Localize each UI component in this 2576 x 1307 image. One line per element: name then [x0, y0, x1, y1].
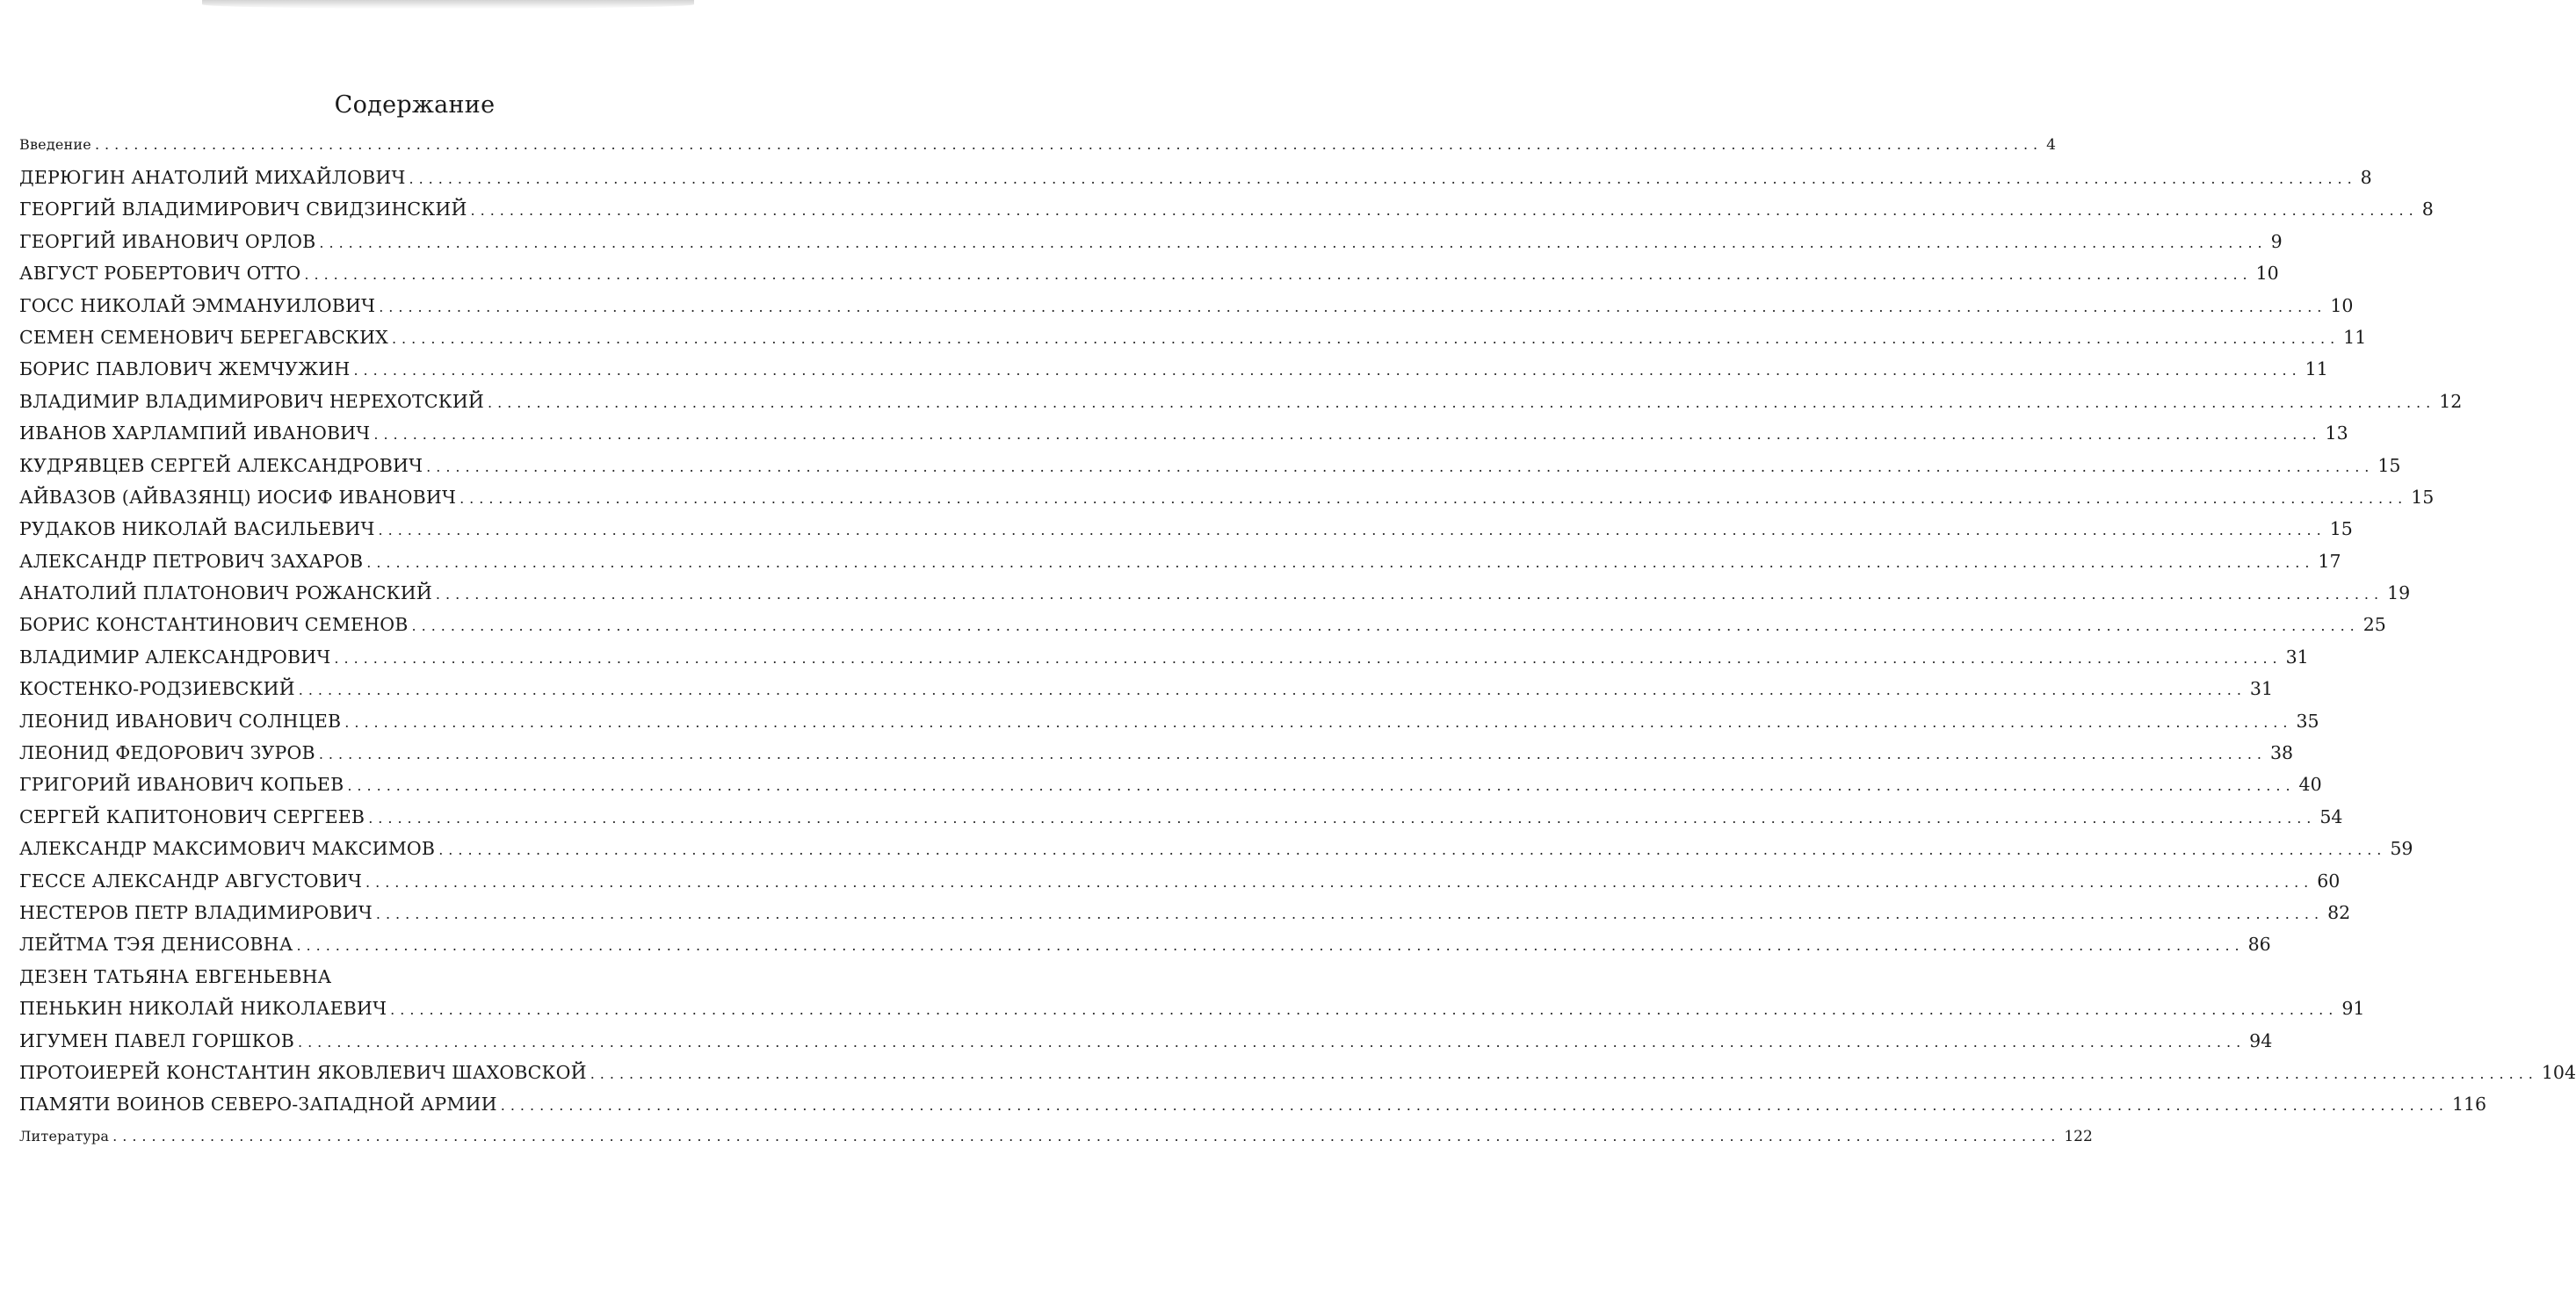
toc-entry — [19, 290, 2354, 321]
toc-entry-title: ВЛАДИМИР АЛЕКСАНДРОВИЧ — [19, 646, 331, 668]
toc-entry — [19, 353, 2328, 385]
toc-entry-page-number: 8 — [2421, 199, 2434, 220]
toc-entry — [19, 450, 2401, 481]
page-title: Содержание — [334, 91, 496, 119]
toc-entry — [19, 513, 2353, 545]
toc-entry — [19, 865, 2341, 897]
toc-dot-leader: ........................................................................................................................................................................................................ — [347, 777, 2296, 795]
toc-dot-leader: ........................................................................................................................................................................................................ — [375, 905, 2325, 922]
toc-entry — [19, 545, 2341, 577]
toc-dot-leader: ........................................................................................................................................................................................................ — [368, 809, 2317, 827]
toc-entry-page-number: 82 — [2327, 901, 2351, 923]
toc-entry — [19, 641, 2309, 673]
toc-entry-title: ГОСС НИКОЛАЙ ЭММАНУИЛОВИЧ — [19, 294, 376, 316]
toc-entry — [19, 897, 2351, 928]
toc-entry-title: ЛЕОНИД ФЕДОРОВИЧ ЗУРОВ — [19, 742, 315, 764]
toc-dot-leader: ........................................................................................................................................................................................................ — [344, 713, 2293, 731]
toc-dot-leader: ........................................................................................................................................................................................................ — [391, 329, 2341, 347]
toc-entry-page-number: 25 — [2363, 614, 2386, 636]
toc-entry — [19, 769, 2322, 800]
toc-dot-leader: ........................................................................................................................................................................................................ — [334, 649, 2283, 667]
toc-entry-title: АЛЕКСАНДР МАКСИМОВИЧ МАКСИМОВ — [19, 838, 436, 860]
toc-entry — [19, 226, 2283, 257]
toc-entry — [19, 321, 2367, 353]
toc-entry — [19, 737, 2294, 769]
toc-dot-leader: ........................................................................................................................................................................................................ — [379, 298, 2327, 315]
toc-entry-page-number: 10 — [2330, 294, 2354, 316]
toc-entry-page-number: 10 — [2255, 263, 2279, 285]
toc-entry-title: СЕРГЕЙ КАПИТОНОВИЧ СЕРГЕЕВ — [19, 805, 365, 827]
toc-entry — [19, 833, 2413, 864]
toc-entry-page-number: 59 — [2390, 838, 2413, 860]
toc-entry — [19, 577, 2411, 609]
toc-entry — [19, 481, 2435, 513]
toc-entry-title: БОРИС КОНСТАНТИНОВИЧ СЕМЕНОВ — [19, 614, 409, 636]
toc-dot-leader: ........................................................................................................................................................................................................ — [590, 1065, 2538, 1082]
toc-dot-leader: ........................................................................................................................................................................................................ — [304, 266, 2253, 284]
toc-entry-page-number: 4 — [2046, 136, 2056, 154]
toc-entry — [19, 993, 2365, 1024]
toc-entry-title: Введение — [19, 136, 91, 153]
toc-entry — [19, 162, 2372, 193]
toc-dot-leader: ........................................................................................................................................................................................................ — [373, 426, 2322, 444]
toc-entry-page-number: 9 — [2270, 230, 2283, 252]
toc-dot-leader: ........................................................................................................................................................................................................ — [488, 394, 2436, 411]
toc-entry-page-number: 40 — [2298, 774, 2322, 796]
toc-entry-page-number: 15 — [2411, 486, 2435, 508]
toc-entry-title: ГРИГОРИЙ ИВАНОВИЧ КОПЬЕВ — [19, 774, 344, 796]
toc-entry-title: ГЕССЕ АЛЕКСАНДР АВГУСТОВИЧ — [19, 870, 363, 892]
table-of-contents — [19, 128, 2576, 1152]
toc-entry-title: ПРОТОИЕРЕЙ КОНСТАНТИН ЯКОВЛЕВИЧ ШАХОВСКОЙ — [19, 1061, 587, 1083]
toc-entry — [19, 705, 2319, 737]
toc-dot-leader: ........................................................................................................................................................................................................ — [435, 586, 2384, 603]
toc-dot-leader: ........................................................................................................................................................................................................ — [438, 841, 2387, 859]
toc-dot-leader: ........................................................................................................................................................................................................ — [426, 458, 2375, 475]
toc-entry-title: АВГУСТ РОБЕРТОВИЧ ОТТО — [19, 263, 301, 285]
toc-dot-leader: ........................................................................................................................................................................................................ — [365, 873, 2314, 891]
toc-entry-title: ЛЕЙТМА ТЭЯ ДЕНИСОВНА — [19, 934, 293, 956]
toc-dot-leader: ........................................................................................................................................................................................................ — [390, 1001, 2339, 1019]
toc-dot-leader: ........................................................................................................................................................................................................ — [459, 489, 2408, 507]
toc-entry — [19, 417, 2348, 449]
toc-entry-title: БОРИС ПАВЛОВИЧ ЖЕМЧУЖИН — [19, 358, 351, 380]
toc-dot-leader: ........................................................................................................................................................................................................ — [94, 136, 2044, 153]
toc-entry — [19, 609, 2386, 640]
toc-entry-title: ВЛАДИМИР ВЛАДИМИРОВИЧ НЕРЕХОТСКИЙ — [19, 390, 485, 412]
toc-entry — [19, 961, 777, 993]
toc-entry-page-number: 104 — [2541, 1061, 2576, 1083]
toc-dot-leader: ........................................................................................................................................................................................................ — [409, 170, 2357, 187]
toc-entry-title: ДЕРЮГИН АНАТОЛИЙ МИХАЙЛОВИЧ — [19, 167, 406, 188]
toc-entry-page-number: 11 — [2343, 326, 2367, 348]
toc-entry-title: АНАТОЛИЙ ПЛАТОНОВИЧ РОЖАНСКИЙ — [19, 582, 432, 604]
toc-entry — [19, 386, 2463, 417]
toc-entry-title: ГЕОРГИЙ ВЛАДИМИРОВИЧ СВИДЗИНСКИЙ — [19, 199, 467, 220]
toc-entry-page-number: 31 — [2285, 646, 2309, 668]
toc-entry-title: КУДРЯВЦЕВ СЕРГЕЙ АЛЕКСАНДРОВИЧ — [19, 454, 423, 476]
toc-entry — [19, 193, 2434, 225]
toc-entry-page-number: 122 — [2064, 1127, 2093, 1145]
toc-entry — [19, 1025, 2273, 1057]
toc-entry — [19, 673, 2274, 704]
toc-dot-leader: ........................................................................................................................................................................................................ — [318, 746, 2268, 763]
toc-entry-title: ЛЕОНИД ИВАНОВИЧ СОЛНЦЕВ — [19, 710, 342, 732]
toc-entry-title: ИГУМЕН ПАВЕЛ ГОРШКОВ — [19, 1029, 294, 1051]
toc-entry-page-number: 60 — [2317, 870, 2341, 892]
toc-entry-page-number: 86 — [2247, 934, 2271, 956]
toc-entry-page-number: 91 — [2341, 998, 2365, 1020]
toc-entry-page-number: 94 — [2249, 1029, 2273, 1051]
toc-entry — [19, 1088, 2487, 1120]
toc-dot-leader: ........................................................................................................................................................................................................ — [500, 1097, 2449, 1115]
toc-entry-title: НЕСТЕРОВ ПЕТР ВЛАДИМИРОВИЧ — [19, 901, 373, 923]
toc-entry-page-number: 15 — [2377, 454, 2401, 476]
toc-entry-title: ГЕОРГИЙ ИВАНОВИЧ ОРЛОВ — [19, 230, 316, 252]
toc-entry-title: АЙВАЗОВ (АЙВАЗЯНЦ) ИОСИФ ИВАНОВИЧ — [19, 486, 457, 508]
toc-entry-page-number: 12 — [2439, 390, 2463, 412]
toc-entry-title: АЛЕКСАНДР ПЕТРОВИЧ ЗАХАРОВ — [19, 550, 364, 572]
toc-dot-leader: ........................................................................................................................................................................................................ — [411, 617, 2360, 635]
toc-entry — [19, 257, 2279, 289]
toc-entry-title: КОСТЕНКО-РОДЗИЕВСКИЙ — [19, 678, 295, 700]
toc-entry — [19, 1057, 2576, 1088]
toc-dot-leader: ........................................................................................................................................................................................................ — [297, 1033, 2247, 1051]
toc-entry-page-number: 31 — [2249, 678, 2274, 700]
toc-entry-title: ИВАНОВ ХАРЛАМПИЙ ИВАНОВИЧ — [19, 422, 371, 444]
toc-entry-title: ДЕЗЕН ТАТЬЯНА ЕВГЕНЬЕВНА — [19, 965, 332, 987]
toc-entry-title: СЕМЕН СЕМЕНОВИЧ БЕРЕГАВСКИХ — [19, 326, 388, 348]
toc-entry-page-number: 13 — [2325, 422, 2348, 444]
toc-entry-page-number: 38 — [2270, 742, 2294, 764]
toc-dot-leader: ........................................................................................................................................................................................................ — [319, 234, 2268, 251]
toc-entry-page-number: 35 — [2296, 710, 2319, 732]
toc-entry-title: Литература — [19, 1127, 110, 1145]
toc-entry-page-number: 11 — [2305, 358, 2328, 380]
toc-entry-page-number: 54 — [2319, 805, 2343, 827]
toc-dot-leader: ........................................................................................................................................................................................................ — [112, 1127, 2061, 1145]
toc-dot-leader: ........................................................................................................................................................................................................ — [378, 522, 2326, 539]
page-top-shadow — [202, 0, 694, 9]
toc-entry-page-number: 8 — [2360, 167, 2372, 188]
toc-entry — [19, 128, 2056, 162]
toc-dot-leader: ........................................................................................................................................................................................................ — [353, 362, 2302, 379]
toc-entry-page-number: 19 — [2387, 582, 2411, 604]
toc-dot-leader: ........................................................................................................................................................................................................ — [470, 202, 2419, 220]
toc-entry — [19, 801, 2343, 833]
toc-dot-leader: ........................................................................................................................................................................................................ — [296, 937, 2245, 955]
toc-entry-title: ПАМЯТИ ВОИНОВ СЕВЕРО-ЗАПАДНОЙ АРМИИ — [19, 1094, 497, 1116]
toc-dot-leader: ........................................................................................................................................................................................................ — [298, 682, 2247, 699]
toc-entry — [19, 1121, 2093, 1152]
toc-entry-page-number: 17 — [2318, 550, 2341, 572]
toc-entry-title: РУДАКОВ НИКОЛАЙ ВАСИЛЬЕВИЧ — [19, 518, 375, 540]
toc-dot-leader: ........................................................................................................................................................................................................ — [366, 553, 2315, 571]
toc-entry — [19, 928, 2271, 960]
toc-entry-page-number: 116 — [2451, 1094, 2487, 1116]
toc-entry-page-number: 15 — [2329, 518, 2353, 540]
toc-entry-title: ПЕНЬКИН НИКОЛАЙ НИКОЛАЕВИЧ — [19, 998, 387, 1020]
